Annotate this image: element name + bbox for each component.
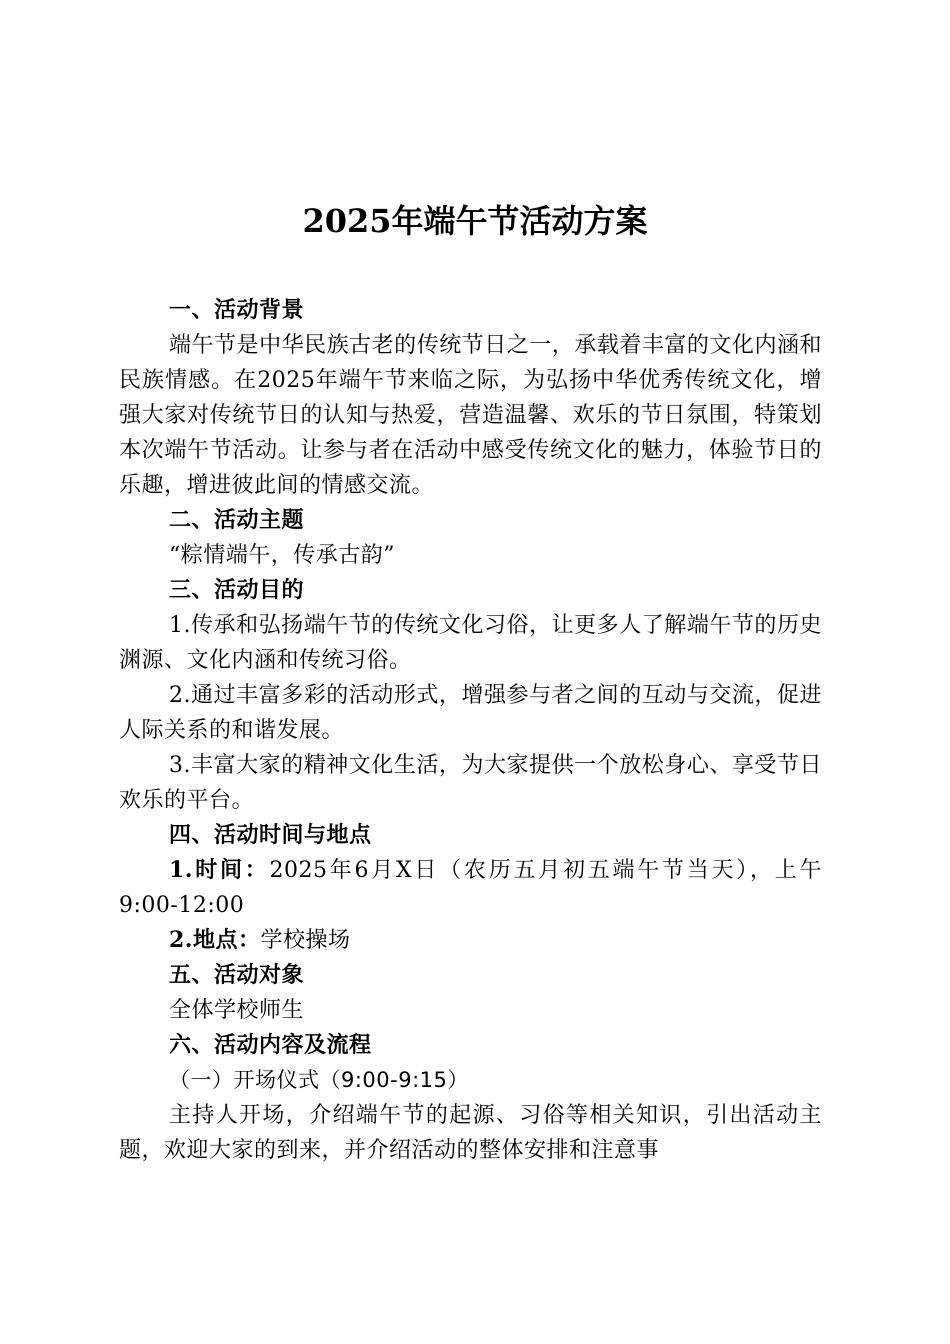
- purpose-item-1: 1.传承和弘扬端午节的传统文化习俗，让更多人了解端午节的历史渊源、文化内涵和传统习俗。: [119, 613, 822, 673]
- opening-ceremony-title: （一）开场仪式（9:00-9:15）: [169, 1068, 469, 1092]
- background-paragraph: 端午节是中华民族古老的传统节日之一，承载着丰富的文化内涵和民族情感。在2025年端午节来临之际，为弘扬中华优秀传统文化，增强大家对传统节日的认知与热爱，营造温馨、欢乐的节日氛围，特策划本次端午节活动。让参与者在活动中感受传统文化的魅力，体验节日的乐趣，增进彼此间的情感交流。: [119, 333, 822, 498]
- document-body: [119, 293, 822, 1168]
- theme-text: “粽情端午，传承古韵”: [169, 543, 395, 568]
- section-heading-background: 一、活动背景: [169, 298, 305, 323]
- purpose-item-2: 2.通过丰富多彩的活动形式，增强参与者之间的互动与交流，促进人际关系的和谐发展。: [119, 683, 822, 743]
- section-heading-purpose: 三、活动目的: [169, 578, 305, 603]
- place-line: [119, 923, 822, 958]
- audience-text: 全体学校师生: [169, 998, 305, 1023]
- opening-ceremony-paragraph: 主持人开场，介绍端午节的起源、习俗等相关知识，引出活动主题，欢迎大家的到来，并介绍活动的整体安排和注意事: [119, 1103, 822, 1163]
- section-heading-audience: 五、活动对象: [169, 963, 305, 988]
- place-value: 学校操场: [260, 928, 351, 953]
- section-heading-time-place: 四、活动时间与地点: [169, 823, 372, 848]
- document-title: 2025年端午节活动方案: [302, 202, 648, 240]
- section-heading-content-flow: 六、活动内容及流程: [169, 1033, 372, 1058]
- time-value: 2025年6月X日（农历五月初五端午节当天），上午9:00-12:00: [119, 858, 823, 918]
- section-heading-theme: 二、活动主题: [169, 508, 305, 533]
- purpose-item-3: 3.丰富大家的精神文化生活，为大家提供一个放松身心、享受节日欢乐的平台。: [119, 753, 822, 813]
- time-label: 1.时间：: [169, 857, 270, 883]
- place-label: 2.地点：: [169, 927, 261, 953]
- time-line: [119, 853, 822, 923]
